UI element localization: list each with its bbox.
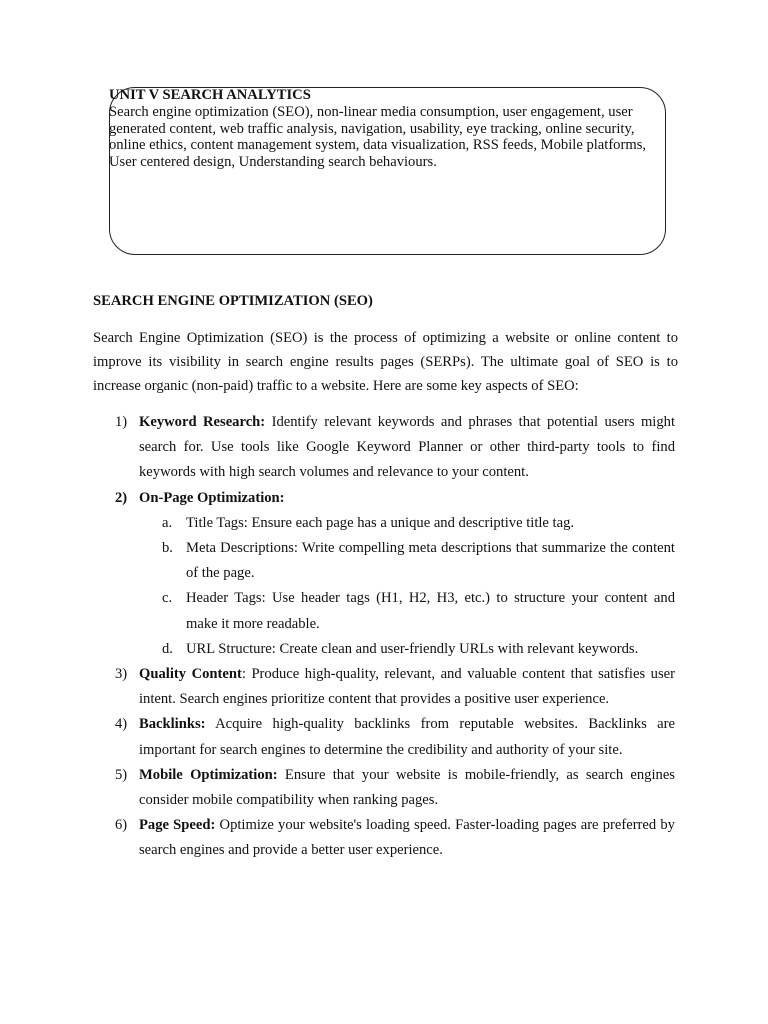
seo-aspects-list <box>93 410 675 864</box>
item-text: : Produce high-quality, relevant, and valuable content that satisfies user intent. Search engines prioritize content that provides a positive user experience. <box>139 666 675 708</box>
item-body <box>139 662 675 712</box>
on-page-sublist <box>139 511 675 662</box>
sub-item-letter: d. <box>162 640 173 657</box>
intro-paragraph: Search Engine Optimization (SEO) is the process of optimizing a website or online content to improve its visibility in search engine results pages (SERPs). The ultimate goal of SEO is to increase organic (non-paid) traffic to a website. Here are some key aspects of SEO: <box>93 330 678 394</box>
item-title: Page Speed: <box>139 817 216 834</box>
item-text: Optimize your website's loading speed. Faster-loading pages are preferred by search engines and provide a better user experience. <box>139 817 675 859</box>
sub-item-text: Header Tags: Use header tags (H1, H2, H3, etc.) to structure your content and make it more readable. <box>186 590 675 632</box>
list-item <box>93 486 675 662</box>
unit-title: UNIT V SEARCH ANALYTICS <box>109 87 311 103</box>
sub-item-text: Title Tags: Ensure each page has a unique and descriptive title tag. <box>186 514 575 531</box>
item-title: Quality Content <box>139 666 242 683</box>
item-number: 4) <box>115 716 128 733</box>
sub-item-text: URL Structure: Create clean and user-friendly URLs with relevant keywords. <box>186 640 639 657</box>
list-item <box>93 712 675 762</box>
sub-item-letter: c. <box>162 590 173 607</box>
item-body <box>139 813 675 863</box>
item-text: Ensure that your website is mobile-friendly, as search engines consider mobile compatibility when ranking pages. <box>139 766 675 809</box>
unit-summary <box>109 87 654 171</box>
sub-item-letter: b. <box>162 540 173 557</box>
sublist-item <box>139 511 675 536</box>
sublist-item <box>139 637 675 662</box>
unit-topics: Search engine optimization (SEO), non-linear media consumption, user engagement, user generated content, web traffic analysis, navigation, usability, eye tracking, online security, online ethics, content management system, data visualization, RSS feeds, Mobile platforms, User centered design, Understanding search behaviours. <box>109 103 647 171</box>
item-title: On-Page Optimization: <box>139 489 285 506</box>
item-body <box>139 410 675 486</box>
list-item <box>93 763 675 813</box>
sublist-item <box>139 586 675 636</box>
item-number: 6) <box>115 817 128 834</box>
sublist-item <box>139 536 675 586</box>
item-title: Backlinks: <box>139 716 206 733</box>
section-heading: SEARCH ENGINE OPTIMIZATION (SEO) <box>93 293 373 309</box>
sub-item-text: Meta Descriptions: Write compelling meta descriptions that summarize the content of the page. <box>186 540 675 582</box>
item-number: 2) <box>115 489 128 506</box>
list-item <box>93 813 675 863</box>
item-body <box>139 486 675 511</box>
list-item <box>93 662 675 712</box>
item-body <box>139 712 675 762</box>
item-number: 5) <box>115 766 128 783</box>
item-number: 3) <box>115 666 128 683</box>
item-title: Keyword Research: <box>139 414 266 430</box>
item-body <box>139 763 675 813</box>
sub-item-letter: a. <box>162 514 173 531</box>
item-title: Mobile Optimization: <box>139 766 278 783</box>
item-number: 1) <box>115 414 128 430</box>
item-text: Acquire high-quality backlinks from reputable websites. Backlinks are important for search engines to determine the credibility and authority of your site. <box>139 716 675 758</box>
list-item <box>93 410 675 486</box>
item-text: Identify relevant keywords and phrases that potential users might search for. Use tools like Google Keyword Planner or other third-party tools to find keywords with high search volumes and relevance to your content. <box>139 414 676 481</box>
